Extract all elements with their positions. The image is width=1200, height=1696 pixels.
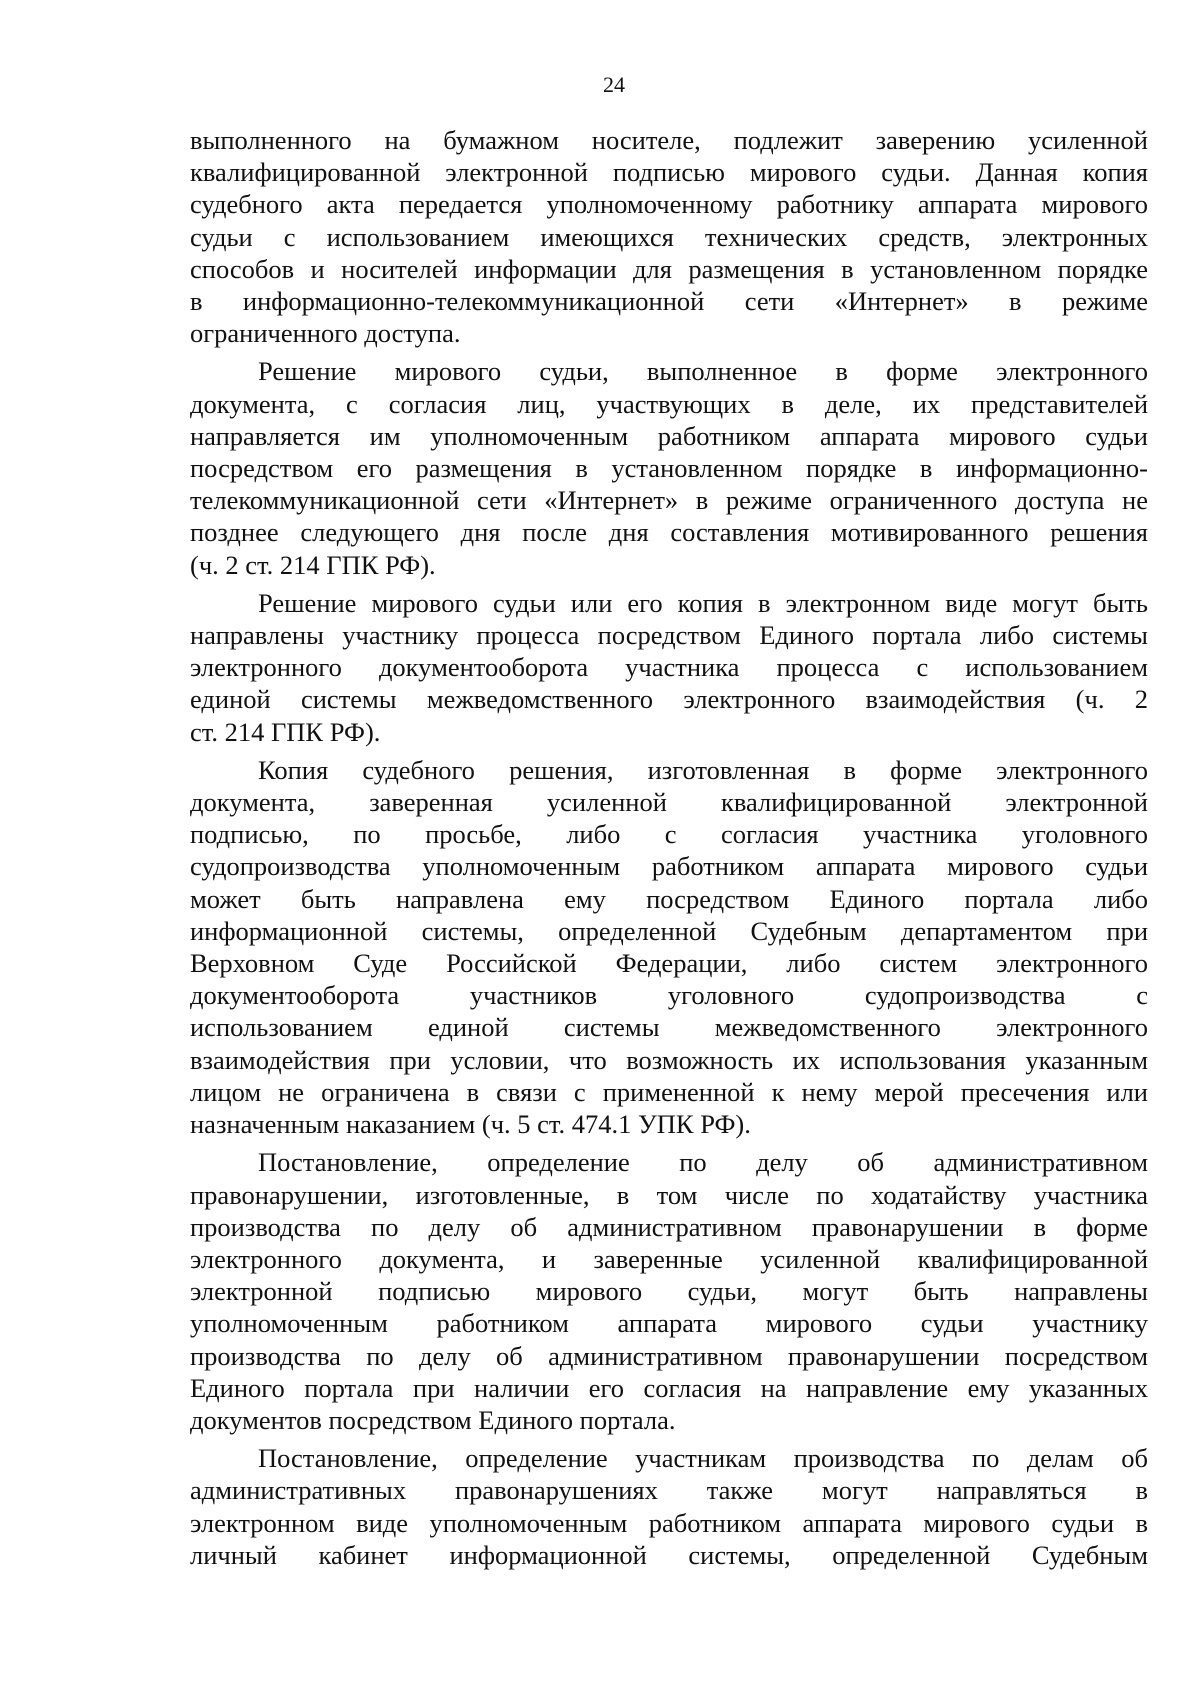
- text-line: Решение мирового судьи или его копия в электронном виде могут быть: [258, 587, 1148, 618]
- text-line: документооборота участников уголовного судопроизводства с: [190, 980, 1148, 1011]
- text-line: ст. 214 ГПК РФ).: [190, 716, 381, 747]
- paragraph-4: [190, 754, 1148, 1140]
- text-line: судьи с использованием имеющихся технических средств, электронных: [190, 221, 1148, 252]
- text-line: квалифицированной электронной подписью мирового судьи. Данная копия: [190, 157, 1148, 188]
- text-line: судопроизводства уполномоченным работником аппарата мирового судьи: [190, 851, 1148, 882]
- paragraph-5: [190, 1146, 1148, 1436]
- text-line: электронном виде уполномоченным работником аппарата мирового судьи в: [190, 1507, 1148, 1538]
- paragraph-1: [190, 124, 1148, 349]
- text-line: способов и носителей информации для размещения в установленном порядке: [190, 253, 1148, 284]
- text-line: единой системы межведомственного электронного взаимодействия (ч. 2: [190, 684, 1148, 715]
- text-line: Верховном Суде Российской Федерации, либо систем электронного: [190, 948, 1148, 979]
- text-line: направляется им уполномоченным работником аппарата мирового судьи: [190, 420, 1148, 451]
- text-line: Постановление, определение по делу об административном: [258, 1147, 1148, 1178]
- paragraph-3: [190, 587, 1148, 748]
- text-line: телекоммуникационной сети «Интернет» в режиме ограниченного доступа не: [190, 485, 1148, 516]
- text-line: назначенным наказанием (ч. 5 ст. 474.1 УПК РФ).: [190, 1109, 751, 1140]
- text-line: производства по делу об административном правонарушении в форме: [190, 1211, 1148, 1242]
- text-line: позднее следующего дня после дня составления мотивированного решения: [190, 517, 1148, 548]
- text-line: личный кабинет информационной системы, определенной Судебным: [190, 1539, 1148, 1570]
- text-line: направлены участнику процесса посредством Единого портала либо системы: [190, 620, 1148, 651]
- text-line: электронного документа, и заверенные усиленной квалифицированной: [190, 1243, 1148, 1274]
- text-line: электронного документооборота участника процесса с использованием: [190, 652, 1148, 683]
- text-line: уполномоченным работником аппарата мирового судьи участнику: [190, 1308, 1148, 1339]
- text-line: Единого портала при наличии его согласия на направление ему указанных: [190, 1372, 1148, 1403]
- text-line: производства по делу об административном правонарушении посредством: [190, 1340, 1148, 1371]
- text-line: может быть направлена ему посредством Единого портала либо: [190, 883, 1148, 914]
- text-line: посредством его размещения в установленном порядке в информационно-: [190, 453, 1148, 484]
- text-line: использованием единой системы межведомственного электронного: [190, 1012, 1148, 1043]
- text-line: документа, с согласия лиц, участвующих в деле, их представителей: [190, 388, 1148, 419]
- text-line: информационной системы, определенной Судебным департаментом при: [190, 915, 1148, 946]
- text-line: взаимодействия при условии, что возможность их использования указанным: [190, 1044, 1148, 1075]
- document-body: [190, 124, 1148, 1571]
- text-line: Постановление, определение участникам производства по делам об: [258, 1443, 1148, 1474]
- text-line: административных правонарушениях также могут направляться в: [190, 1475, 1148, 1506]
- text-line: подписью, по просьбе, либо с согласия участника уголовного: [190, 819, 1148, 850]
- text-line: документа, заверенная усиленной квалифицированной электронной: [190, 787, 1148, 818]
- paragraph-2: [190, 355, 1148, 580]
- page-number: 24: [603, 72, 625, 97]
- text-line: правонарушении, изготовленные, в том числе по ходатайству участника: [190, 1179, 1148, 1210]
- text-line: ограниченного доступа.: [190, 318, 461, 349]
- text-line: (ч. 2 ст. 214 ГПК РФ).: [190, 549, 436, 580]
- text-line: лицом не ограничена в связи с примененной к нему мерой пресечения или: [190, 1076, 1148, 1107]
- text-line: выполненного на бумажном носителе, подлежит заверению усиленной: [190, 125, 1148, 155]
- text-line: документов посредством Единого портала.: [190, 1404, 676, 1435]
- text-line: электронной подписью мирового судьи, могут быть направлены: [190, 1276, 1148, 1307]
- text-line: Решение мирового судьи, выполненное в форме электронного: [258, 356, 1148, 387]
- paragraph-6: [190, 1442, 1148, 1571]
- text-line: в информационно-телекоммуникационной сети «Интернет» в режиме: [190, 286, 1148, 317]
- text-line: Копия судебного решения, изготовленная в форме электронного: [258, 754, 1148, 785]
- text-line: судебного акта передается уполномоченному работнику аппарата мирового: [190, 189, 1148, 220]
